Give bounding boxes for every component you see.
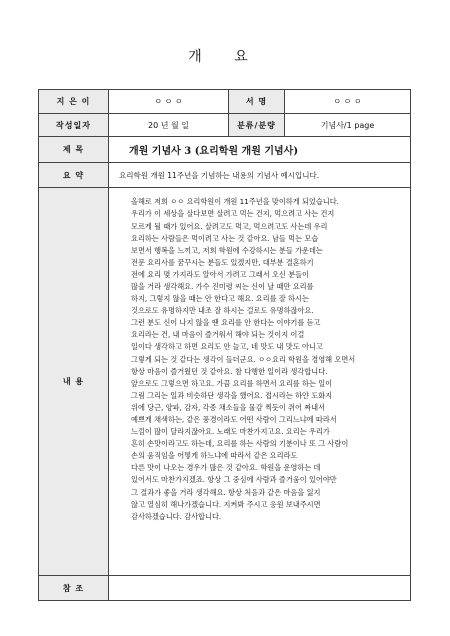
signature-label: 서 명 [229,90,285,114]
content-line: 앞으로도 그렇으면 하고요. 가끔 요리를 하면서 요리를 하는 일이 [131,378,333,388]
reference-value [109,576,411,601]
content-line: 보면서 행복을 느끼고, 저희 학원에 수강하시는 분들 가운데는 [131,245,323,255]
content-line: 요리하는 사람들은 먹이려고 사는 것 같아요. 남들 먹는 모습 [131,233,319,243]
content-line: 일이다 생각하고 하면 요리도 안 늘고, 네 맛도 내 맛도 아니고 [131,342,323,352]
content-row [39,188,411,576]
date-label: 작성일자 [39,113,109,137]
content-line: 올해로 저희 ㅇㅇ 요리학원이 개원 11주년을 맞이하게 되었습니다. [131,197,339,207]
subject-value: 개원 기념사 3 (요리학원 개원 기념사) [109,137,411,163]
summary-form-table [38,89,411,601]
content-line: 우리가 이 세상을 살다보면 살려고 먹는 건지, 먹으려고 사는 건지 [131,209,335,219]
content-line: 흔히 손맛이라고도 하는데, 요리를 하는 사람의 기분이나 또 그 사람이 [131,439,349,449]
content-body [109,188,411,576]
content-line: 위에 당근, 양파, 감자, 각종 채소들을 물감 찍듯이 쥐어 짜내서 [131,402,326,412]
content-line: 손의 움직임을 어떻게 하느냐에 따라서 같은 요리라도 [131,451,298,461]
content-label: 내 용 [39,188,109,576]
content-line: 느낌이 많이 달라지잖아요. 노래도 마찬가지고요. 요리는 우리가 [131,427,330,437]
content-line: 그 결과가 좋을 거라 생각해요. 항상 처음과 같은 마음을 잃지 [131,487,321,497]
subject-label: 제 목 [39,137,109,163]
signature-value: ㅇ ㅇ ㅇ [285,90,411,114]
content-line: 예쁘게 채색하는, 같은 풍경이라도 어떤 사람이 그리느냐에 따라서 [131,415,337,425]
content-line: 다른 맛이 나오는 경우가 많은 것 같아요. 학원을 운영하는 데 [131,463,321,473]
content-line: 전문 요리사를 꿈꾸시는 분들도 있겠지만, 대부분 결혼하기 [131,257,314,267]
author-row [39,90,411,114]
content-text [109,188,410,523]
content-line: 감사하겠습니다. 감사합니다. [131,511,222,521]
category-label: 분류/분량 [229,113,285,137]
content-line: 않고 열심히 해나가겠습니다. 지켜봐 주시고 응원 보내주시면 [131,499,321,509]
content-line: 그림 그리는 일과 비슷하단 생각을 했어요. 접시라는 하얀 도화지 [131,390,333,400]
content-line: 그렇게 되는 것 같다는 생각이 들더군요. ㅇㅇ요리 학원을 경영해 오면서 [131,354,356,364]
reference-row [39,576,411,601]
date-row [39,113,411,137]
page-title: 개 요 [188,49,262,65]
content-line: 그런 분도 신이 나지 않을 땐 요리를 안 한다는 이야기를 듣고 [131,318,321,328]
content-line: 항상 마음이 즐거웠던 것 같아요. 참 다행한 일이라 생각합니다. [131,366,328,376]
content-line: 전에 요리 몇 가지라도 알아서 가려고 그래서 오신 분들이 [131,269,309,279]
summary-label: 요 약 [39,163,109,188]
category-value: 기념사/1 page [285,113,411,137]
content-line: 하지, 그렇지 않을 때는 안 한다고 해요. 요리를 잘 하시는 [131,294,309,304]
content-line: 많을 거라 생각해요. 가수 진미령 씨는 신이 날 때만 요리를 [131,281,314,291]
author-label: 지 은 이 [39,90,109,114]
subject-row [39,137,411,163]
author-value: ㅇ ㅇ ㅇ [109,90,229,114]
content-line: 것으로도 유명하지만 내조 잘 하시는 걸로도 유명하잖아요. [131,306,314,316]
reference-label: 참 조 [39,576,109,601]
content-line: 있어서도 마찬가지겠죠. 항상 그 중심에 사람과 즐거움이 있어야만 [131,475,337,485]
date-value: 20 년 월 일 [109,113,229,137]
content-line: 모르게 될 때가 있어요. 살려고도 먹고, 먹으려고도 사는데 우리 [131,221,328,231]
summary-row [39,163,411,188]
summary-value: 요리학원 개원 11주년을 기념하는 내용의 기념사 예시입니다. [109,163,411,188]
content-line: 요리라는 건, 내 마음이 즐거워서 해야 되는 것이지 이걸 [131,330,305,340]
